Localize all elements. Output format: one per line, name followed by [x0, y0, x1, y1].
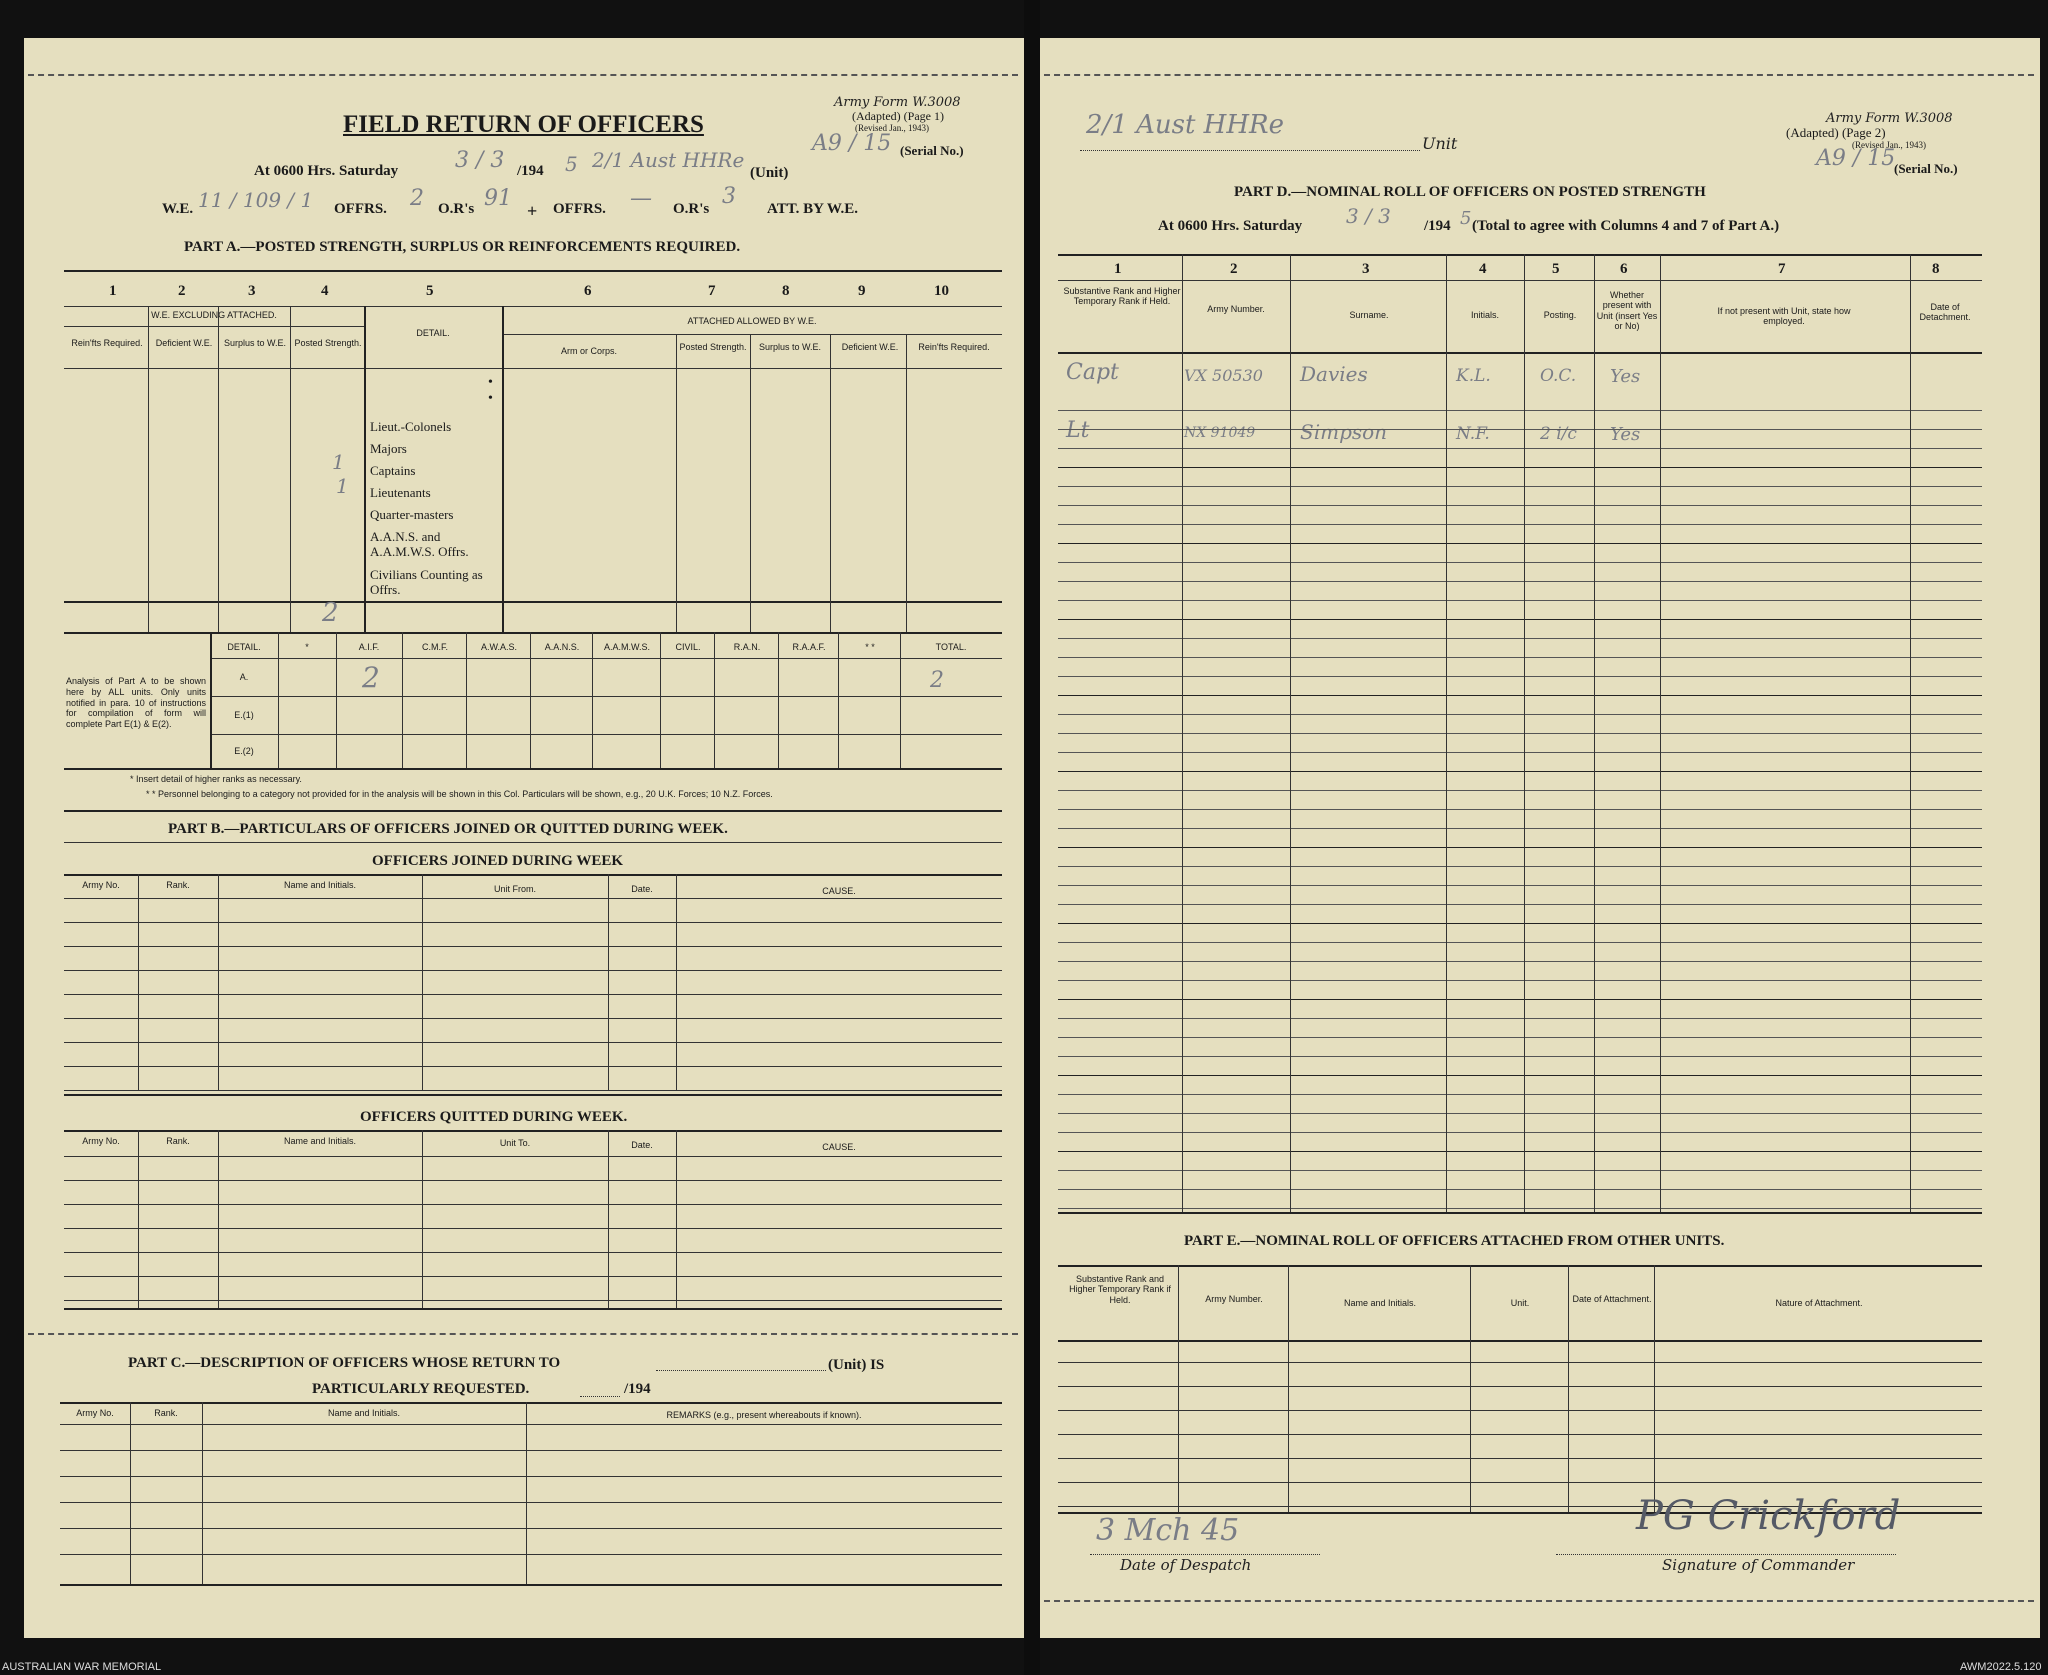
analysis-hdr-total: TOTAL.	[935, 642, 967, 652]
part-d-col-5: 5	[1552, 261, 1560, 277]
part-d-rule	[1058, 999, 1982, 1000]
row1-army-number: VX 50530	[1184, 366, 1263, 385]
part-a-col-2: 2	[178, 283, 186, 299]
part-d-hdr-how-employed: If not present with Unit, state how employed.	[1717, 306, 1851, 327]
hdr-deficient-we: Deficient W.E.	[155, 338, 213, 348]
detail-civilians: Civilians Counting as Offrs.	[370, 567, 483, 597]
analysis-hdr-other: * *	[865, 642, 875, 652]
part-d-col-1: 1	[1114, 261, 1122, 277]
part-d-rule	[1058, 600, 1982, 601]
row1-present: Yes	[1610, 366, 1641, 387]
page2-form-ref-2: (Adapted) (Page 2)	[1786, 125, 1886, 140]
binding-gap	[1024, 0, 1040, 1675]
part-d-rule	[1058, 524, 1982, 525]
at-0600-label: At 0600 Hrs. Saturday	[254, 163, 399, 179]
hdr-attached-reinfts: Rein'fts Required.	[918, 342, 990, 352]
we-label: W.E.	[162, 201, 194, 217]
we-handwritten: 11 / 109 / 1	[198, 188, 314, 212]
part-d-hdr-detachment: Date of Detachment.	[1919, 302, 1971, 323]
page2-unit-handwritten: 2/1 Aust HHRe	[1086, 110, 1284, 140]
row1-posting: O.C.	[1540, 366, 1577, 386]
analysis-hdr-detail: DETAIL.	[227, 642, 261, 652]
part-d-hdr-army-number: Army Number.	[1207, 304, 1265, 314]
part-e-hdr-name: Name and Initials.	[1343, 1298, 1417, 1308]
part-a-col-6: 6	[584, 283, 592, 299]
right-page	[1040, 38, 2040, 1638]
part-a-col-5: 5	[426, 283, 434, 299]
part-a-col-8: 8	[782, 283, 790, 299]
analysis-hdr-awas: A.W.A.S.	[480, 642, 517, 652]
part-d-rule	[1058, 505, 1982, 506]
part-d-rule	[1058, 1018, 1982, 1019]
part-a-col-4: 4	[321, 283, 329, 299]
joined-hdr-date: Date.	[631, 884, 653, 894]
quitted-hdr-cause: CAUSE.	[822, 1142, 856, 1152]
unit-label: (Unit)	[750, 165, 789, 181]
part-d-rule	[1058, 695, 1982, 696]
part-d-col-8: 8	[1932, 261, 1940, 277]
part-a-col-3: 3	[248, 283, 256, 299]
part-d-rule	[1058, 619, 1982, 620]
part-e-hdr-rank: Substantive Rank and Higher Temporary Rank if Held.	[1069, 1274, 1171, 1305]
ors-handwritten: 91	[484, 186, 512, 211]
officers-quitted-title: OFFICERS QUITTED DURING WEEK.	[360, 1109, 628, 1125]
group-attached-allowed: ATTACHED ALLOWED BY W.E.	[687, 316, 817, 326]
part-c-hdr-rank: Rank.	[154, 1408, 178, 1418]
row2-rank: Lt	[1066, 418, 1090, 443]
part-d-col-2: 2	[1230, 261, 1238, 277]
part-e-hdr-unit: Unit.	[1510, 1298, 1530, 1308]
hdr-detail: DETAIL.	[416, 328, 450, 338]
part-d-year: /194	[1424, 218, 1451, 234]
form-ref-line-1: Army Form W.3008	[834, 95, 961, 110]
part-d-rule	[1058, 1132, 1982, 1133]
form-title: FIELD RETURN OF OFFICERS	[343, 111, 704, 138]
part-c-date-194: /194	[624, 1381, 651, 1397]
serial-label: (Serial No.)	[900, 143, 964, 158]
part-e-hdr-nature: Nature of Attachment.	[1775, 1298, 1863, 1308]
signature-label: Signature of Commander	[1662, 1556, 1855, 1574]
part-d-rule	[1058, 676, 1982, 677]
part-d-total-note: (Total to agree with Columns 4 and 7 of Part A.)	[1472, 218, 1780, 234]
unit-handwritten: 2/1 Aust HHRe	[592, 148, 745, 172]
offrs-handwritten: 2	[410, 186, 424, 211]
analysis-hdr-raaf: R.A.A.F.	[792, 642, 826, 652]
part-d-rule	[1058, 486, 1982, 487]
part-c-hdr-remarks: REMARKS (e.g., present whereabouts if known).	[666, 1410, 862, 1420]
row2-initials: N.F.	[1456, 424, 1490, 444]
analysis-total-handwritten: 2	[930, 668, 944, 693]
footer-right: AWM2022.5.120	[1960, 1661, 2042, 1673]
analysis-row-a: A.	[239, 672, 249, 682]
year-handwritten: 5	[565, 152, 578, 176]
part-d-rule	[1058, 543, 1982, 544]
part-d-rule	[1058, 1075, 1982, 1076]
posted-total-handwritten: 2	[322, 598, 339, 628]
part-b-heading: PART B.—PARTICULARS OF OFFICERS JOINED OR QUITTED DURING WEEK.	[168, 821, 728, 837]
year-label: /194	[517, 163, 544, 179]
part-c-requested: PARTICULARLY REQUESTED.	[312, 1381, 530, 1397]
row1-surname: Davies	[1300, 362, 1368, 386]
analysis-hdr-aans: A.A.N.S.	[544, 642, 580, 652]
row2-present: Yes	[1610, 424, 1641, 445]
quitted-hdr-date: Date.	[631, 1140, 653, 1150]
perforation-top-right	[1044, 74, 2034, 76]
date-of-despatch-handwritten: 3 Mch 45	[1096, 1513, 1240, 1548]
analysis-hdr-aif: A.I.F.	[358, 642, 380, 652]
part-d-hdr-initials: Initials.	[1470, 310, 1499, 320]
quitted-hdr-unit-to: Unit To.	[499, 1138, 531, 1148]
page2-form-ref-1: Army Form W.3008	[1826, 111, 1953, 126]
analysis-hdr-aamws: A.A.M.W.S.	[603, 642, 650, 652]
part-d-rule	[1058, 923, 1982, 924]
offrs-attached-label: OFFRS.	[553, 201, 606, 217]
analysis-aif-handwritten: 2	[362, 661, 380, 694]
part-d-rule	[1058, 1189, 1982, 1190]
part-d-col-6: 6	[1620, 261, 1628, 277]
hdr-attached-surplus: Surplus to W.E.	[758, 342, 822, 352]
hdr-posted-strength: Posted Strength.	[294, 338, 362, 348]
detail-majors: Majors	[370, 441, 407, 456]
part-d-rule	[1058, 980, 1982, 981]
part-e-hdr-army-number: Army Number.	[1205, 1294, 1263, 1304]
quitted-hdr-rank: Rank.	[166, 1136, 190, 1146]
analysis-footnote-1: * Insert detail of higher ranks as necessary.	[130, 774, 302, 784]
detail-quartermasters: Quarter-masters	[370, 507, 454, 522]
form-ref-line-2: (Adapted) (Page 1)	[852, 109, 944, 123]
part-d-rule	[1058, 752, 1982, 753]
part-c-hdr-name: Name and Initials.	[327, 1408, 401, 1418]
detail-captains: Captains	[370, 463, 416, 478]
part-d-rule	[1058, 1037, 1982, 1038]
part-d-rule	[1058, 1094, 1982, 1095]
part-d-rule	[1058, 1056, 1982, 1057]
row2-army-number: NX 91049	[1184, 425, 1256, 441]
part-e-hdr-date-attachment: Date of Attachment.	[1572, 1294, 1652, 1304]
return-date-handwritten: 3 / 3	[455, 148, 505, 173]
perforation-mid-left	[28, 1333, 1018, 1335]
part-d-rule	[1058, 771, 1982, 772]
part-d-rule	[1058, 733, 1982, 734]
row2-surname: Simpson	[1300, 420, 1388, 444]
date-of-despatch-label: Date of Despatch	[1120, 1556, 1252, 1574]
page2-serial-label: (Serial No.)	[1894, 161, 1958, 176]
part-d-hdr-posting: Posting.	[1543, 310, 1577, 320]
analysis-row-e1: E.(1)	[234, 710, 254, 720]
left-page	[24, 38, 1024, 1638]
part-d-rule	[1058, 828, 1982, 829]
analysis-hdr-civil: CIVIL.	[675, 642, 701, 652]
form-ref-line-3: (Revised Jan., 1943)	[855, 123, 929, 133]
part-d-rule	[1058, 904, 1982, 905]
part-a-heading: PART A.—POSTED STRENGTH, SURPLUS OR REINFORCEMENTS REQUIRED.	[184, 239, 741, 255]
part-a-col-9: 9	[858, 283, 866, 299]
analysis-hdr-ran: R.A.N.	[733, 642, 761, 652]
detail-lieut-colonels: Lieut.-Colonels	[370, 419, 452, 434]
analysis-footnote-2: * * Personnel belonging to a category not provided for in the analysis will be shown in this Col. Particulars will be shown, e.g., 20 U.K. Forces; 10 N.Z. Forces.	[146, 789, 773, 799]
perforation-bottom-right	[1044, 1600, 2034, 1602]
posted-lieutenants-handwritten: 1	[336, 474, 349, 498]
hdr-surplus-we: Surplus to W.E.	[223, 338, 287, 348]
part-d-rule	[1058, 448, 1982, 449]
part-d-rule	[1058, 809, 1982, 810]
offrs-attached-handwritten: —	[630, 186, 652, 211]
part-d-col-3: 3	[1362, 261, 1370, 277]
part-d-rule	[1058, 467, 1982, 468]
part-d-rule	[1058, 790, 1982, 791]
page2-form-ref-3: (Revised Jan., 1943)	[1852, 140, 1926, 150]
hdr-attached-posted-strength: Posted Strength.	[679, 342, 747, 352]
part-c-unit-is: (Unit) IS	[828, 1357, 885, 1373]
part-d-rule	[1058, 1170, 1982, 1171]
part-a-col-10: 10	[934, 283, 949, 299]
row1-initials: K.L.	[1456, 366, 1491, 386]
part-d-hdr-surname: Surname.	[1349, 310, 1389, 320]
plus-sign: +	[527, 201, 538, 221]
part-d-rule	[1058, 429, 1982, 430]
part-d-rule	[1058, 1208, 1982, 1209]
joined-hdr-unit-from: Unit From.	[493, 884, 536, 894]
part-a-col-7: 7	[708, 283, 716, 299]
part-a-col-1: 1	[109, 283, 117, 299]
part-e-heading: PART E.—NOMINAL ROLL OF OFFICERS ATTACHED FROM OTHER UNITS.	[1184, 1233, 1725, 1249]
page2-unit-label: Unit	[1422, 134, 1458, 153]
part-d-rule	[1058, 961, 1982, 962]
perforation-top-left	[28, 74, 1018, 76]
row2-posting: 2 i/c	[1540, 424, 1577, 444]
signature-handwritten: PG Crickford	[1636, 1493, 1901, 1539]
part-d-date-handwritten: 3 / 3	[1346, 204, 1391, 228]
ors-attached-label: O.R's	[673, 201, 710, 217]
part-d-at-0600: At 0600 Hrs. Saturday	[1158, 218, 1303, 234]
part-d-year-handwritten: 5	[1460, 208, 1472, 229]
part-c-heading: PART C.—DESCRIPTION OF OFFICERS WHOSE RETURN TO	[128, 1355, 561, 1371]
row1-rank: Capt	[1066, 360, 1119, 385]
ors-attached-handwritten: 3	[722, 184, 736, 209]
ors-label: O.R's	[438, 201, 475, 217]
part-d-rule	[1058, 1113, 1982, 1114]
analysis-note: Analysis of Part A to be shown here by ALL units. Only units notified in para. 10 of instructions for compilation of form will complete Part E(1) & E(2).	[66, 676, 206, 730]
part-d-rule	[1058, 714, 1982, 715]
part-d-rule	[1058, 1151, 1982, 1152]
part-c-hdr-army-no: Army No.	[76, 1408, 114, 1418]
quitted-hdr-army-no: Army No.	[82, 1136, 120, 1146]
joined-hdr-name: Name and Initials.	[283, 880, 357, 890]
hdr-attached-deficient: Deficient W.E.	[841, 342, 899, 352]
analysis-hdr-star: *	[305, 642, 309, 652]
hdr-arm-or-corps: Arm or Corps.	[560, 346, 617, 356]
part-d-rule	[1058, 562, 1982, 563]
analysis-hdr-cmf: C.M.F.	[422, 642, 448, 652]
part-d-rule	[1058, 885, 1982, 886]
joined-hdr-cause: CAUSE.	[822, 886, 856, 896]
detail-lieutenants: Lieutenants	[370, 485, 431, 500]
part-d-rule	[1058, 866, 1982, 867]
posted-captains-handwritten: 1	[332, 450, 345, 474]
quitted-hdr-name: Name and Initials.	[283, 1136, 357, 1146]
part-d-heading: PART D.—NOMINAL ROLL OF OFFICERS ON POSTED STRENGTH	[1234, 184, 1706, 200]
hdr-reinfts-required: Rein'fts Required.	[71, 338, 143, 348]
part-d-rule	[1058, 638, 1982, 639]
part-d-hdr-rank: Substantive Rank and Higher Temporary Rank if Held.	[1063, 286, 1181, 307]
detail-aans-aamws: A.A.N.S. and A.A.M.W.S. Offrs.	[370, 529, 469, 559]
part-d-rule	[1058, 410, 1982, 411]
att-by-we-label: ATT. BY W.E.	[767, 201, 859, 217]
part-d-rule	[1058, 847, 1982, 848]
offrs-label: OFFRS.	[334, 201, 387, 217]
part-d-rule	[1058, 942, 1982, 943]
part-d-col-4: 4	[1479, 261, 1487, 277]
page2-serial-handwritten: A9 / 15	[1816, 146, 1896, 171]
part-d-hdr-present: Whether present with Unit (insert Yes or No)	[1596, 290, 1658, 332]
officers-joined-title: OFFICERS JOINED DURING WEEK	[372, 853, 624, 869]
group-we-excluding-attached: W.E. EXCLUDING ATTACHED.	[151, 310, 277, 320]
footer-left: AUSTRALIAN WAR MEMORIAL	[2, 1661, 162, 1673]
joined-hdr-rank: Rank.	[166, 880, 190, 890]
joined-hdr-army-no: Army No.	[82, 880, 120, 890]
part-d-col-7: 7	[1778, 261, 1786, 277]
analysis-row-e2: E.(2)	[234, 746, 254, 756]
serial-handwritten: A9 / 15	[812, 131, 892, 156]
part-d-rule	[1058, 657, 1982, 658]
part-d-rule	[1058, 581, 1982, 582]
